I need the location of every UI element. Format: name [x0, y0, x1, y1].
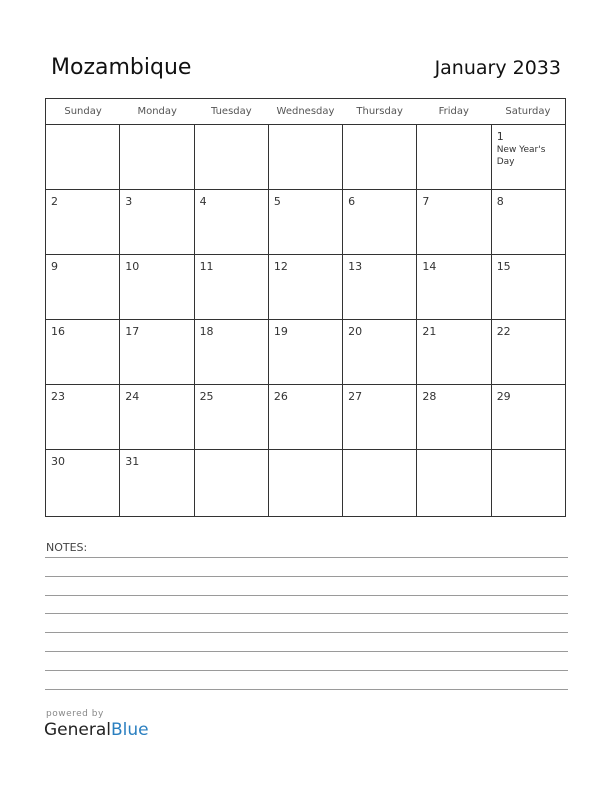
day-number: 14: [422, 260, 437, 273]
day-cell: [195, 255, 269, 319]
country-title: Mozambique: [51, 55, 192, 80]
generalblue-logo: [44, 720, 149, 740]
day-cell: [343, 190, 417, 254]
day-cell: [269, 320, 343, 384]
holiday-label: New Year's Day: [496, 145, 546, 167]
day-number: 29: [496, 390, 511, 403]
day-cell: [195, 385, 269, 449]
week-row: [46, 385, 565, 450]
day-number: 1: [496, 130, 504, 143]
day-cell: [492, 385, 565, 449]
week-row: [46, 190, 565, 255]
day-number: 9: [51, 260, 58, 273]
day-cell: [417, 125, 491, 189]
month-year-title: January 2033: [434, 57, 561, 79]
day-cell: [269, 450, 343, 516]
note-line: [45, 670, 568, 671]
day-cell: [343, 125, 417, 189]
day-number: 4: [199, 195, 207, 208]
day-number: 25: [199, 390, 214, 403]
day-cell: [46, 385, 120, 449]
brand-general-text: General: [44, 720, 111, 740]
day-cell: [269, 385, 343, 449]
day-cell: [120, 255, 194, 319]
weekday-header-row: [46, 99, 565, 125]
brand-blue-text: Blue: [111, 720, 149, 740]
week-row: [46, 450, 565, 516]
note-line: [45, 651, 568, 652]
day-number: 26: [273, 390, 288, 403]
day-number: 23: [51, 390, 65, 403]
day-number: 30: [51, 455, 65, 468]
day-cell: [492, 320, 565, 384]
day-cell: [195, 320, 269, 384]
note-line: [45, 557, 568, 558]
day-number: 13: [348, 260, 363, 273]
day-cell: [492, 190, 565, 254]
day-number: 3: [125, 195, 133, 208]
day-cell: [492, 125, 565, 189]
day-number: 27: [348, 390, 363, 403]
day-cell: [417, 320, 491, 384]
day-number: 24: [125, 390, 140, 403]
day-number: 20: [348, 325, 363, 338]
day-number: 19: [273, 325, 288, 338]
calendar-grid: [45, 98, 566, 517]
day-cell: [492, 255, 565, 319]
day-cell: [269, 125, 343, 189]
day-cell: [120, 125, 194, 189]
weekday-friday: Friday: [438, 106, 469, 117]
day-number: 11: [199, 260, 214, 273]
day-cell: [120, 385, 194, 449]
day-cell: [417, 450, 491, 516]
day-cell: [120, 450, 194, 516]
day-number: 5: [273, 195, 281, 208]
day-number: 12: [273, 260, 288, 273]
day-cell: [492, 450, 565, 516]
day-cell: [343, 320, 417, 384]
day-cell: [46, 320, 120, 384]
note-line: [45, 613, 568, 614]
week-row: [46, 320, 565, 385]
day-number: 17: [125, 325, 140, 338]
weekday-wednesday: Wednesday: [276, 106, 335, 117]
day-cell: [46, 190, 120, 254]
day-cell: [269, 255, 343, 319]
weekday-saturday: Saturday: [505, 106, 551, 117]
day-number: 10: [125, 260, 140, 273]
day-cell: [343, 450, 417, 516]
weekday-tuesday: Tuesday: [211, 106, 252, 117]
day-cell: [46, 125, 120, 189]
weekday-sunday: Sunday: [64, 106, 102, 117]
notes-label: NOTES:: [46, 541, 88, 554]
week-row: [46, 255, 565, 320]
note-line: [45, 595, 568, 596]
day-cell: [195, 190, 269, 254]
day-number: 2: [51, 195, 58, 208]
weekday-thursday: Thursday: [356, 106, 403, 117]
day-cell: [195, 125, 269, 189]
day-number: 18: [199, 325, 214, 338]
day-number: 6: [348, 195, 356, 208]
day-cell: [417, 255, 491, 319]
day-number: 15: [496, 260, 511, 273]
day-number: 7: [422, 195, 430, 208]
day-number: 21: [422, 325, 437, 338]
day-number: 22: [496, 325, 511, 338]
day-number: 28: [422, 390, 437, 403]
day-cell: [195, 450, 269, 516]
day-number: 31: [125, 455, 140, 468]
day-cell: [343, 385, 417, 449]
day-cell: [120, 190, 194, 254]
powered-by-text: powered by: [46, 709, 104, 719]
day-cell: [269, 190, 343, 254]
day-cell: [46, 255, 120, 319]
note-line: [45, 576, 568, 577]
note-line: [45, 689, 568, 690]
day-number: 16: [51, 325, 65, 338]
note-line: [45, 632, 568, 633]
day-cell: [120, 320, 194, 384]
day-cell: [417, 190, 491, 254]
day-number: 8: [496, 195, 504, 208]
week-row: [46, 125, 565, 190]
day-cell: [46, 450, 120, 516]
weekday-monday: Monday: [137, 106, 177, 117]
day-cell: [417, 385, 491, 449]
day-cell: [343, 255, 417, 319]
